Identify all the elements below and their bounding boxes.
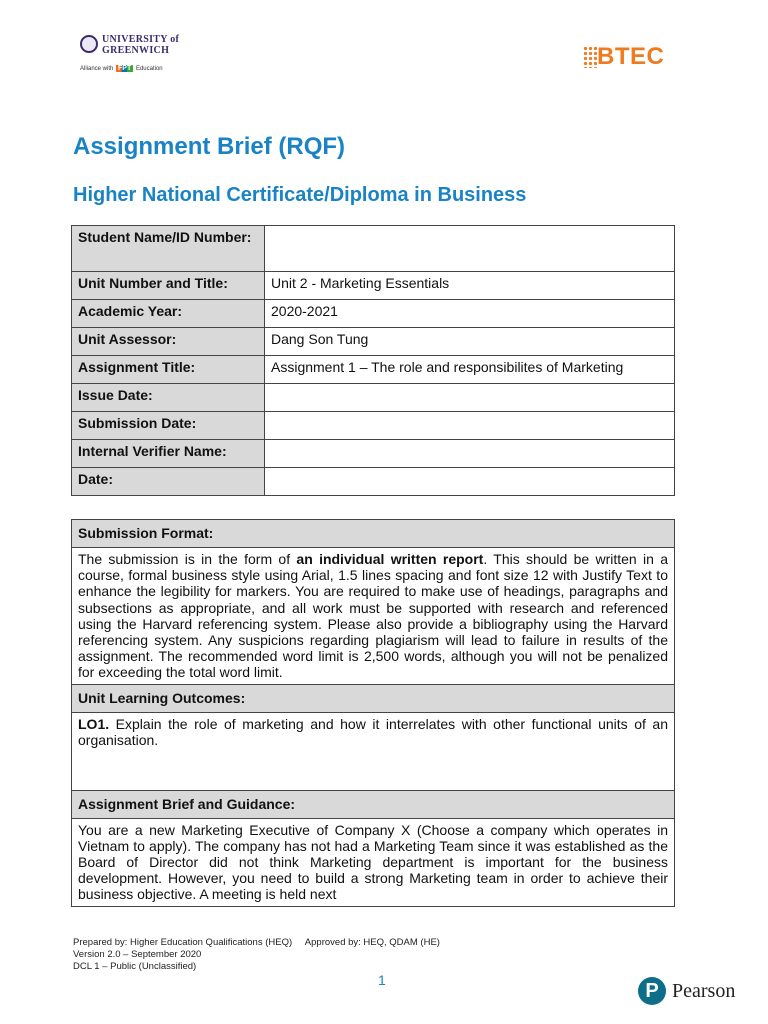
document-footer (73, 937, 440, 973)
row-value (265, 412, 675, 440)
brief-guidance-text: You are a new Marketing Executive of Company X (Choose a company which operates in Vietnam to apply). The company has not had a Marketing Team since it was established as the Board of Director did not think Marketing department is important for the business development. However, you need to build a strong Marketing team in order to achieve their business objective. A meeting is held next (72, 818, 675, 906)
section-content-row (72, 548, 675, 685)
row-value (265, 384, 675, 412)
brief-guidance-heading: Assignment Brief and Guidance: (72, 790, 675, 818)
page-number: 1 (378, 972, 386, 988)
crest-icon (80, 35, 98, 53)
row-value: Dang Son Tung (265, 328, 675, 356)
section-header-row (72, 790, 675, 818)
section-header-row (72, 684, 675, 712)
row-value: 2020-2021 (265, 300, 675, 328)
row-label: Unit Number and Title: (72, 272, 265, 300)
section-content-row (72, 712, 675, 790)
table-row (72, 272, 675, 300)
row-value (265, 440, 675, 468)
row-value: Assignment 1 – The role and responsibilites of Marketing (265, 356, 675, 384)
learning-outcomes-heading: Unit Learning Outcomes: (72, 684, 675, 712)
alliance-line (80, 65, 163, 72)
btec-dots-icon (583, 46, 597, 68)
row-label: Date: (72, 468, 265, 496)
submission-text-before: The submission is in the form of (78, 551, 297, 567)
table-row (72, 468, 675, 496)
pearson-p-icon: P (638, 977, 666, 1005)
section-content-row (72, 818, 675, 906)
university-of-greenwich-logo (80, 33, 190, 81)
section-header-row (72, 520, 675, 548)
row-label: Unit Assessor: (72, 328, 265, 356)
row-label: Assignment Title: (72, 356, 265, 384)
page-subtitle: Higher National Certificate/Diploma in Business (73, 184, 527, 206)
submission-text-after: . This should be written in a course, formal business style using Arial, 1.5 lines spacing and font size 12 with Justify Text to enhance the legibility for markers. You are required to make use of headings, paragraphs and subsections as appropriate, and all work must be supported with research and referenced using the Harvard referencing system. Please also provide a bibliography using the Harvard referencing system. Any suspicions regarding plagiarism will lead to failure in results of the assignment. The recommended word limit is 2,500 words, although you will not be penalized for exceeding the total word limit. (78, 551, 668, 681)
university-line1: UNIVERSITY of (102, 34, 180, 45)
btec-logo (583, 42, 673, 74)
lo-text: Explain the role of marketing and how it interrelates with other functional units of an organisation. (78, 715, 668, 748)
row-label: Submission Date: (72, 412, 265, 440)
learning-outcome-item (72, 712, 675, 790)
footer-classification-line: DCL 1 – Public (Unclassified) (73, 961, 197, 972)
row-label: Internal Verifier Name: (72, 440, 265, 468)
table-row (72, 412, 675, 440)
alliance-suffix: Education (135, 66, 163, 72)
fpt-logo: FPT (118, 65, 132, 72)
table-row (72, 384, 675, 412)
submission-format-text (72, 548, 675, 685)
pearson-wordmark: Pearson (672, 980, 736, 1002)
table-row (72, 226, 675, 272)
row-value (265, 468, 675, 496)
table-row (72, 440, 675, 468)
submission-format-heading: Submission Format: (72, 520, 675, 548)
btec-wordmark: BTEC (597, 43, 665, 70)
row-value: Unit 2 - Marketing Essentials (265, 272, 675, 300)
page-title: Assignment Brief (RQF) (73, 133, 346, 160)
table-row (72, 300, 675, 328)
footer-version-line: Version 2.0 – September 2020 (73, 949, 202, 960)
assignment-details-table (71, 225, 675, 496)
pearson-logo (638, 977, 748, 1007)
footer-prepared-line: Prepared by: Higher Education Qualifications (HEQ) Approved by: HEQ, QDAM (HE) (73, 937, 440, 948)
table-row (72, 356, 675, 384)
lo-label: LO1. (78, 715, 110, 732)
row-label: Academic Year: (72, 300, 265, 328)
table-row (72, 328, 675, 356)
row-value (265, 226, 675, 272)
alliance-prefix: Alliance with (80, 66, 114, 72)
row-label: Student Name/ID Number: (72, 226, 265, 272)
submission-text-bold: an individual written report (296, 551, 484, 567)
university-line2: GREENWICH (102, 45, 170, 56)
assignment-content-table (71, 519, 675, 907)
row-label: Issue Date: (72, 384, 265, 412)
